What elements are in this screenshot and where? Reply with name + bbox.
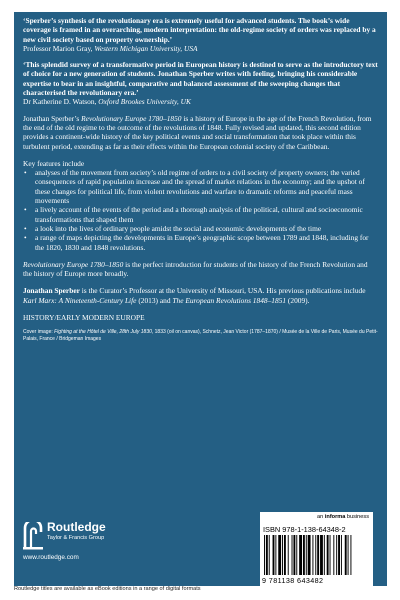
routledge-logo-icon (22, 522, 44, 550)
bullet-icon: • (24, 168, 27, 178)
feature-item (23, 168, 378, 205)
informa-business-label: an informa business (317, 514, 369, 520)
publisher-name: Routledge (47, 520, 106, 534)
credit-text: 1833 (oil on canvas), Schnetz, Jean Victor (1787–1870) / Musée de la Ville de Paris, Musée du Petit-Palais, France / Bridgeman Images (23, 329, 378, 342)
features-heading: Key features include (23, 158, 85, 168)
barcode-icon (264, 535, 369, 575)
feature-item (23, 233, 378, 252)
credit-lead: Cover image: (23, 329, 53, 336)
publisher-website[interactable]: www.routledge.com (23, 554, 79, 561)
bullet-icon: • (24, 233, 27, 243)
author-bio-text: (2013) and (138, 295, 171, 305)
blurb-panel (14, 12, 387, 554)
feature-text: a look into the lives of ordinary people amidst the social and economic developments of the time (35, 223, 322, 233)
isbn-label: ISBN 978-1-138-64348-2 (263, 525, 346, 534)
reviewer-affiliation-1: Western Michigan University, USA (94, 43, 198, 53)
feature-text: a lively account of the events of the period and a thorough analysis of the political, cultural and socioeconomic transformations that shaped them (35, 205, 363, 224)
intro-text: is the perfect introduction for students of the history of the French Revolution and the history of Europe more broadly. (23, 259, 368, 279)
barcode-digits: 9 781138 643482 (262, 576, 324, 585)
review-quote-1: ‘Sperber’s synthesis of the revolutionary era is extremely useful for advanced students. The book’s wide coverage is framed in an overarching, modern interpretation: the old-regime society of orders was replaced by a new civil society based on property ownership.’ (23, 16, 376, 44)
author-bio-text: (2009). (287, 295, 310, 305)
book-description (23, 114, 378, 151)
credit-work: Fighting at the Hôtel de Ville, 28th July 1830, (54, 329, 154, 336)
author-bio (23, 286, 378, 305)
description-title: Revolutionary Europe 1780–1850 (81, 113, 182, 123)
feature-text: analyses of the movement from society’s old regime of orders to a civil society of property owners; the varied consequences of rapid population increase and the spread of market relations in the economy; and the upshot of these changes for political life, from violent revolutions and warfare to dramatic reforms and peaceful mass movements (35, 168, 365, 206)
cover-credit (23, 329, 378, 342)
bullet-icon: • (24, 205, 27, 215)
description-lead: Jonathan Sperber’s (23, 113, 80, 123)
description-text: is a history of Europe in the age of the French Revolution, from the end of the old regime to the outcome of the revolutions of 1848. Fully revised and updated, this second edition provides a continent-wide history of the key political events and social transformation that took place within this turbulent period, extending as far as their effects within the European colonial society of the Caribbean. (23, 113, 372, 151)
reviewer-name-1: Professor Marion Gray, (23, 43, 93, 53)
reviewer-affiliation-2: Oxford Brookes University, UK (98, 97, 191, 107)
review-attribution-2 (23, 97, 378, 106)
panel-side-strip (373, 512, 387, 586)
feature-item (23, 205, 378, 224)
features-list (23, 168, 378, 252)
publisher-logo (22, 520, 142, 556)
feature-item (23, 224, 378, 233)
subject-category: HISTORY/EARLY MODERN EUROPE (23, 313, 145, 323)
review-quote-2: ‘This splendid survey of a transformative period in European history is destined to serve as the introductory text of choice for a new generation of students. Jonathan Sperber writes with feeling, bringing his considerable expertise to bear in an insightful, comparative and balanced assessment of the sweeping changes that characterised the revolutionary era.’ (23, 60, 378, 98)
reviewer-name-2: Dr Katherine D. Watson, (23, 97, 97, 107)
author-bio-text: is the Curator’s Professor at the University of Missouri, USA. His previous publications include (81, 286, 366, 296)
intro-title: Revolutionary Europe 1780–1850 (23, 259, 124, 269)
intro-paragraph (23, 260, 378, 279)
author-book-title: The European Revolutions 1848–1851 (172, 295, 287, 305)
author-name: Jonathan Sperber (23, 286, 80, 296)
review-attribution-1 (23, 44, 378, 53)
bullet-icon: • (24, 223, 27, 233)
author-book-title: Karl Marx: A Nineteenth-Century Life (23, 295, 137, 305)
publisher-group: Taylor & Francis Group (47, 535, 105, 541)
ebook-note: Routledge titles are available as eBook editions in a range of digital formats (14, 586, 201, 592)
feature-text: a range of maps depicting the developments in Europe’s geographic scope between 1789 and 1848, including for the 1820, 1830 and 1848 revolutions. (35, 233, 369, 252)
barcode-box (260, 512, 373, 588)
